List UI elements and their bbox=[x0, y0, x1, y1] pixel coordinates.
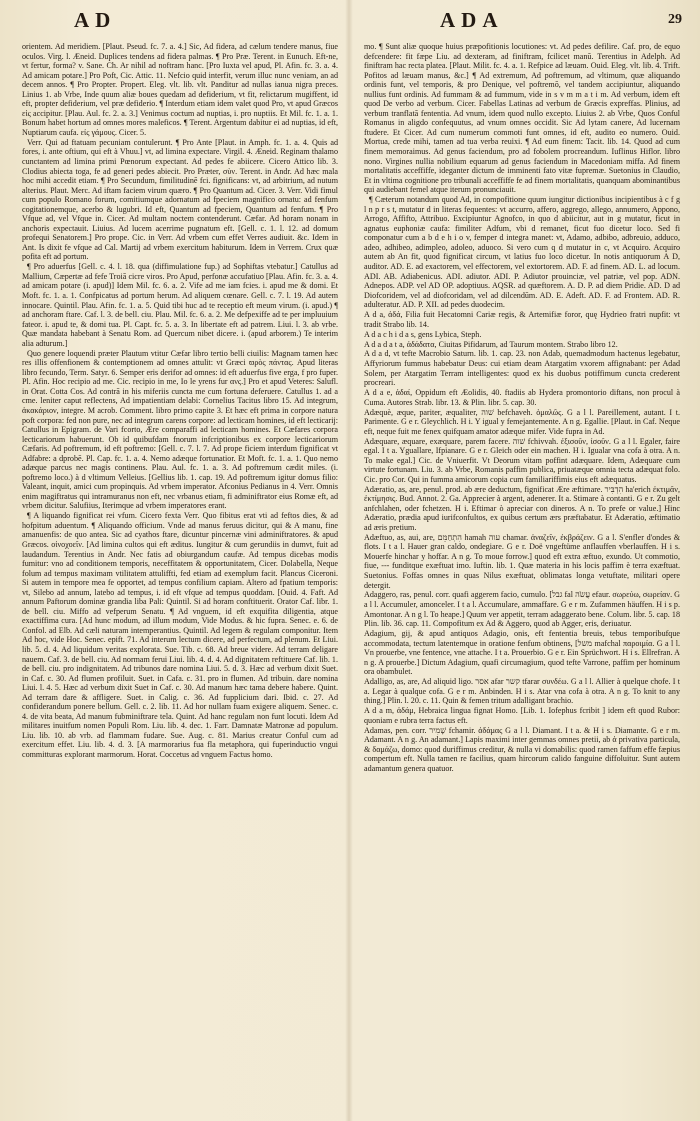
entry-adaeratio: Adæratio, as, are, penul. prod. ab ære deductum, fignificat Ære æftimare. הִדְבִּיר ha'erich ἐκτιμᾶν, ἐκτίμησις. Bud. Annot. 2. Ga. Apprecier à argent, adenerer. It a. Stimare à contanti. G e r. Zu gelt anfchlahen, oder fchetzen. H i. Eftimar ò apreciar con dineros. A n. To prefe or value.] Hinc Adæratio, prædia apud iurifconfultos, ex quibus certum ærs præftabatur. Et Adæratio, æftimatio ad æris pretium. bbox=[364, 484, 680, 532]
right-column bbox=[364, 42, 680, 1117]
entry-adaestuo: Adæftuo, as, aui, are, הִתְחַמֵּם hamah עוה chamar. ἀναζεῖν, ἐκβράζειν. G a l. S'enfler d'ondes & flots. I t a l. Hauer gran caldo, ondegiare. G e r. Doë vngeftüme anflauffen vberlauffen. H i s. Mouerfe hinchar y hoffar. A n g. To moue forrow.] quod eft extra æftuo, exundo. Ut commotio, fiue, --- funditque exæftuat imo. Iuftin. lib. 1. Quæ materia in his locis paffim è terra exæftuat. Suetonius. Foffas omnes in quas Nilus exæftuat, oblimatas longa vetuftate, militari opere detergit. bbox=[364, 532, 680, 590]
entry-adam: A d a m, ἀδάμ, Hebraica lingua fignat Homo. [Lib. 1. Iofephus fcribit ] idem eft quod Rubor: quoniam e rubra terra factus eft. bbox=[364, 706, 680, 725]
entry-ada: A d a, ἀδά, Filia fuit Hecatomni Cariæ regis, & Artemifiæ foror, quę Hydrieo fratri nupfit: vt tradit Strabo lib. 14. bbox=[364, 310, 680, 329]
entry-paragraph: orientem. Ad meridiem. [Plaut. Pseud. fc. 7. a. 4.] Sic, Ad fidera, ad cælum tendere manus, fiue oculos. Virg. l. Æneid. Duplices tendens ad fidera palmas. ¶ Pro Præ. Terent. in Eunuch. Eft-ne, vt fertur, forma? v. Sane. Ch. Ar nihil ad noftram hanc. [Pro Iuxta vel apud, Pl. Afin. fc. 3. a. 4. Ad amicam potare.] Pro Poft, Cic. Attic. 11. Nefcio quid interfit, verum illuc nunc veniam, an ad decem annos. ¶ Pro Propter. Propert. Eleg. vlt. lib. vlt. Panditur ad nullas ianua nigra preces. Linius 1. ab Vrbe, Inde quum aliæ boues quedam ad defiderium, vt fit, relictarum mugiffent, id eft, propter defiderium, vel præ defiderio. ¶ Interdum etiam idem valet quod Pro, vt apud Græcos εἰς accipitur. [Plau. Aul. fc. 2. a. 3.] Venimus coctum ad nuptias, i. pro nuptiis. Et Mil. fc. 1. a. 1. Bonum habet hortum ad omnes mores maleficos. ¶ Terent. Argentum dabitur ei ad nuptias, id eft, Nuptiarum caufa. εἰς γάμους. Cicer. 5. bbox=[22, 42, 338, 137]
entry-adaequare: Adæquare, æquare, exæquare, parem facere. שׁוה fchivvah. ἐξισοῦν, ἰσοῦν. G a l l. Egaler, faire egal. I t a. Yguallare, Ifpianare. G e r. Gleich oder ein machen. H i. Igualar vna cofa à otra. A n. To make egal.] Cic. de Vniuerfit. Vt Deorum vitam poffint adæquare. Idem, Adæquare cum virtute fortunam. Liu. 3. ab Vrbe, Romanis paffim publica, priuatæque omnia tecta adæquat folo. Cic. pro Cor. Qui in fumma amicorum copia cum familiariffimis eius eft adæquatus. bbox=[364, 436, 680, 484]
header-right-guide-word: ADA bbox=[440, 8, 504, 32]
left-column bbox=[22, 42, 338, 1117]
entry-adaeque: Adæquè, æque, pariter, æqualiter, שׁוה befchaveh. ὁμαλῶς. G a l l. Pareillement, autant. I t. Parimente. G e r. Gleychlich. H i. Y igual y femejantemente. A n g. Egallie. [Plaut. in Caf. Neque eft, neque fuit me fenex quifquam amator adæque mifer. Vide fupra in Ad. bbox=[364, 407, 680, 436]
entry-adalligo: Adalligo, as, are, Ad aliquid ligo. אסר afar קשר tfarar συνδέω. G a l l. Allier à quelque chofe. I t a. Legar à qualque cofa. G e r m. Anbinden. H i s. Atar vna cofa à otra. A n g. To knit to any thing.] Plin. l. 20. c. 11. Quin & femen tritum adalligant brachio. bbox=[364, 677, 680, 706]
entry-adagium: Adagium, gij, & apud antiquos Adagio, onis, eft fententia breuis, tebus temporibufque accommodata, tectum latentemque in oratione fenfum obtinens, [משל mafchal παροιμία. G a l l. Vn prouerbe, vne fentence, vne attache. I t a. Prouerbio. G e r. Ein Sprüchwort. H i s. Ellrefran. A n g. A prouerbe.] Dictum Adagium, quafi circumagium, quod tefte Varrone, paffim per hominum ora obambulet. bbox=[364, 629, 680, 677]
running-header bbox=[0, 8, 700, 34]
entry-adamas: Adamas, pen. corr. שָׁמִיר fchamir. ἀδάμας G a l l. Diamant. I t a. & H i s. Diamante. G e r m. Adamant. A n g. An adamant.] Lapis maximi inter gemmas omnes pretii, ab ἀ privativa particula, & δαμάζω, domo: quod duriffimus creditur, & nulla vi domabilis: quod ramen faffum effe fæpius compertum eft. Nulla tamen re facilius, quam hircorum calido fanguine diffoluitur. Sunt autem adamantum genera quatuor. bbox=[364, 725, 680, 773]
entry-adachidas: A d a c h i d a s, gens Lybica, Steph. bbox=[364, 329, 482, 339]
entry-paragraph: ¶ A liquando fignificat rei vfum. Cicero fexta Verr. Quo fibitus erat vti ad feftos dies, & ad hofpitum aduentum. ¶ Aliquando officium. Vnde ad manus feruus dicitur, qui & A manu, fine amanuenfis: de quo antea. Sic ad cyathos ftare, dicuntur pincernæ vini adminiftratores. & apud Græcos. οἰνοχοεῖν. [Ad limina cultos qui eft æditus. Iungitur & cum gerundiis in dumvt, fuit ad laudandum. Terentius in Andr. Nec fatis ad obiurgandum caufæ. Ad tempus dicebas modis fumitur: vno ad conditionem temporis, neceffitatem & opportunitatem, Cicer. Dolabella, Neque folum ad tempus maximam vtilitatem attuliffti, fed etiam ad exemplum facit. Plancus Ciceroni. Si autem in tempore mea fe opportet, ad tempus confilium capiam. Altero ad fpatium temporis: vt, Silebo ad annum, latebo ad tempus, i. id eft vfque ad tempus quoddam. [Ouid. 4. Faft. Ad annum Paftorum dominæ grandia liba Pali: Quintil. Si ad horam conftituerit. Orator Caf. libr. 1. de bell. ciu. Miffo ad vefperum Senatu. ¶ Ad vnguem, id eft exquifita diligentia, atque exactiffima cura. [Ad hunc modum, ad illum modum, Vide Modus. & hic fupra. Senec. e. 6. de Confol. ad Elb. Ad cæli naturam intemperantius. Quintil. Ad legem & regulam componitur. Item Ad hoc, vide Hoc. Senec. epift. 71. Ad interum lectum dicere, ad perfectum, ad plenum. Et Liui. lib. 5. d. 4. Ad liquidum veritas explorata. Sue. Tib. c. 68. Ad breue videre. Ad terram deligare nauem. Caf. 3. de bell. ciu. Ad normam ferui Liui. lib. 4. d. 4. Ad dignitatem reftituere Caf. lib. 1. de bell. ciu. pro indignitatem. Ad tribunos dare nomina Liui. 5. d. 3. Hæc ad verbum dixit Suet. in Caf. c. 30. Ad flumen profiluit. Suet. in Cafa. c. 31. pro in flumen. Ad tribuin. dare nomina Liui. l. 4. 5. Hæc ad verbum dixit Suet in Caf. c. 30. Ad manum hæc tama debere habere. Quint. Ad terram dare & affligere. Suet. in Calig. c. 36. Ad fupplicium dari. Ibid. c. 27. Ad confiderandum ponere bellum. Gell. c. 2. lib. 11. Ad hor nullam fuam exigere aliquem. Senec. c. 4. de vita beata, Ad manum fubminiftrare tela. Quint. Ad hanc regulam non funt locuti. Idem Ad militares inuitfum nomen Populi Rom. Liu. lib. 4. dec. 1. Farr. Damnatæ Matronæ ad populum. Liu. lib. 10. ab vrb. ad flammam fudare. Sue. Aug. c. 81. Marius creatur Conful cum ad exercitum effet. Liu. lib. 4. d. 3. [A marmorarius fua fla metaphora, qui fuperinductio vngui committuras explorant marmorum. Horat. Coccetus ad vnguem Factus homo. bbox=[22, 511, 338, 760]
page-number: 29 bbox=[668, 12, 682, 27]
entry-adadata: A d a d a t a, ἀδάδατα, Ciuitas Pifidarum, ad Taurum montem. Strabo libro 12. bbox=[364, 339, 618, 349]
entry-paragraph: mo. ¶ Sunt aliæ quoque huius præpofitionis locutiones: vt. Ad pedes defilire. Caf. pro, de equo defcendere: fit fæpe Liu. ad dexteram, ad finiftram, fcilicet manū. Terentius in Adelph. Ad finiftram hac recta platea. [Plaut. Milit. fc. 4. a. 1. Refpice ad læuam. Ouid. Eleg. vlt. lib. 4. Trift. Pofitos ad læuam manus, &c.] ¶ Ad extremum, Ad poftremum, ad vltimum, quæ aliquando ordinis funt, vel temporis, & pro Denique, vel poftremō, vel tandem accipiuntur, aliquando nullius funt ordinis. Ad fummam & ad fummum, vide in s v m m a t i m. Ad verbum, idem eft quod De verbo ad verbum. Cicer. Fabellas Latinas ad verbum de Græcis expreffas. Plinius, ad verbum tranflatā fententia. Ad vnum, idem quod nullo excepto. Liuius 2. ab Vrbe, Quos Conful Romanus in aligdo confequutus, ad vnum omnes occidit. Sic Ad lytam canere, Ad lucernam ftudere. Et Cicer. Ad cum numerum commoti funt omnes, id eft, audito eo numero. Ouid. Mortua, crede mihi, tamen ad tua verba reuixi. ¶ Ad eum finem: Tacit. lib. 14. Quod ad cum finem memoraimus. Ad genus faciendum, pro ad fobolem procreandum. Iuflinus Hiflor. libro nono. Virgines nullia nobilium equarum ad genus faciendum in Macedoniam miffa. Ad finem mortalitatis acceffiffe, ideganter dictum de imminenti fato vitæ fupremæ. Suetonius in Claudio, Et in vltima cognitione pro tribunali acceffiffe fe ad finem mortalitatis, quanquam abominantibus qui audiebant femel atque iterum pronunciauit. bbox=[364, 42, 680, 195]
entry-paragraph: ¶ Pro aduerfus [Gell. c. 4. l. 18. qua (diffimulatione fup.) ad Sophiftas vtebatur.] Catullus ad Mallium, Cæpertæ ad fefe Troiā cicre viros. Pro Apud, perfonæ accufatiuo [Plau. Afin. fc. 3. a. 4. ad amicam potare (i. apud)] Idem Mil. fc. 6. a. 2. Vife ad me iam fcies. i. apud me & domi. Et Moft. fc. 1. a. 1. Confpicatus ad portum herum. Ad aliquem cœnare. Gell. c. 7. l. 19. Ad autem innocare. Quintil. Plau. Afin. fc. 1. a. 5. Quid tibi huc ad te receptio eft meum virum. (i. apud.) ¶ ad anchoram ftare. Caf. l. 3. de bell. ciu. Plau. Mil. fc. 6. a. 2. Me defpexiffe ad te per impluuium fateor. i. apud te, & domi tua. Pl. Capt. fc. 5. a. 3. In libertate eft ad patrem. Liui. l. 3. ab vrbe. Quæ mandata habebant à Senatu Rom. ad Quercum nibet dicere. i. (apud arborem.) Te interim alia adturum.] bbox=[22, 262, 338, 348]
entry-adad: A d a d, vt tefte Macrobio Saturn. lib. 1. cap. 23. non Adab, quemadmodum hactenus legebatur, Affyriorum fummus habebatur Deus: cui etiam deam Atargatim vxorem affignabant: per Adad Solem, per Atargatim Terram intelligentes: quod ex his duobus potiffimum cuncta crederent procreari. bbox=[364, 349, 680, 388]
header-left-guide-word: AD bbox=[74, 8, 117, 32]
entry-paragraph: ¶ Cæterum notandum quod Ad, in compofitione quum iungitur dictionibus incipientibus à c f g l n p r s t, mutatur d in literas fequentes: vt accurro, affero, aggrego, allego, annumero, Appono, Arrogo, Affifto, Attribuo. Excipiuntur Agnofco, in quo d abiicitur, aut in g mutatur, ficut in agnatus euphoniæ caufa: fimiliter Adfum, vbi d remanet, ficut fuo dicetur loco. Sed fi componatur cum a b d e h i o v, femper d integra manet: vt, Adamo, adbibo, adbreuio, adduco, adeo, adhibeo, adimpleo, adoleo, aduoco. Si vero cum q d mutatur in c, vt Acquiro. Acquiro autem ab An fit, quod fignificat circum, vt latius fuo loco dicetur. In notis antiquorum A D, auditor. AD. E. ad exactorem, vel effectorem, vel extortorem. AD. F. ad finem. AD. L. ad locum. ADI. AB. Adiabenicus. ADI. adiutor. ADI. P. Adiutor prouinciæ, vel patriæ, vel pop. ADN. Adnepos. ADP. vel AD OP. adoptiuus. AQSR. ad quæftorem. A. D. P. ad diem Pridie. AD. D ad Diofcoridem, vel ad diofcoridam, vel ad dilcendūm. AD. E. Adeft. AD. F. ad Frontem. AD. R. adulteratur. AD. P. XII. ad pedes duodecim. bbox=[364, 195, 680, 310]
entry-paragraph: Verr. Qui ad ftatuam pecuniam contulerunt. ¶ Pro Ante [Plaut. in Amph. fc. 1. a. 4. Quis ad fores, i. ante oftium, qui eft à Vhuu.] vt, ad limina expectare. Virgil. 4. Æneid. Reginam thalamo cunctantem ad limina primi Pœnorum expectant. Ad pedes fe abiicere. Cicero Attico lib. 3. Clodius abiecta toga, fe ad generi pedes abiecit. Pro Præter, σὺν. Terent. in Andr. Ad hæc mala hoc mihi accedit etiam. ¶ Pro Secundum, fimilitudinē fci. fignificans: vt, ad arbitrium, ad nutum alterius. Plaut. Merc. Ad iftam faciem virum quæro. ¶ Pro Quantum ad. Cicer. 3. Verr. Vidi fimul cum populo Romano forum, comitiumque adornatum ad fpeciem magnifico ornatu: ad fenfum cogitationemque, acerbo & lugubri. Id eft, Quantum ad fpeciem, Quantum ad fenfum. ¶ Pro Vfque ad, vel Vfque in. Cicer. Ad multam noctem contenderunt. Cæfar. Ad horam nonam in anchoris expectauit. Liuius. Ad lucem acerrime pugnatum eft. [Gell. c. 1. l. 12. ad domum profequi Senatorem.] Pro prope. Cic. in Verr. Ad vrbem cum effet Verres audiuit. &c. Idem in Ant. Is dixit fe vfque ad Cal. Martij ad vrbem exercitum habiturum. Idem in Verrem. Crux quæ pofita eft ad portum. bbox=[22, 137, 338, 262]
entry-adae: A d a e, ἀδαί, Oppidum eft Æolidis, 40. ftadiis ab Hydera promontorio diftans, non procul à Cuma. Autores Strab. libr. 13. & Plin. libr. 5. cap. 30. bbox=[364, 388, 680, 407]
entry-paragraph: Quo genere loquendi præter Plautum vtitur Cæfar libro tertio belli ciuilis: Magnam tamen hæc res illis offenfionem & contemptionem ad omnes attulit: vt Græci ϖρὸς πάντας. Apud literas libro fecundo, Term. Satyr. 6. Semper eris derifor ad omnes: id eft aduerfus five erga, f pro fuper. Pl. Afin. Hoc recipio ad me. Cic. recipio in me, Io le yrens fur ανς.] Pro et apud Veteres: Salufl. in Orat. Cotta Cos. Ad contrā in his miferiis cuncta me cum fortuna deferuere. Catullus 1. ad a cme. leniter caput reflectens, Ad impatientiam delabi: Cornelius Tacitus libro 15. Ad integrum, ἀκακάριον, integre. M acrob. Comment. libro primo capite 3. Et hæc eft prima in corpore natura poft corpora: fed non pure, nec ad integrum carens corpore: ad lecticam homines, id eft lecticarij: Catullus in Epigram. de Vari fcorto, Ære comparaffi ad lecticam homines. Et Cæfares corpora lecticariorum habuerunt. Ob id quibufdam fnorum infcriptionibus ex corpore lecticariorum Cæfaris. Ad poftremum, id eft poftremo: [Gell. c. 7. l. 7. Ad prope ficiem interdum fignificat vt Adfabre: a dprobē. Pl. Cap. fc. 1. a. 4. Nemo adæque fortunatior. Et Moft. fc. 1. a. 1. Quo nemo adæque parcus nec magis continens. Plau. Aul. fc. 1. a. 3. Ad poftremum cædit miles. (i. poftremo loco.) à d vltimum Velleius. [Gellius lib. 1. cap. 19. Ad poftremum igitur domus filio: Valeant, inquit, amici cum propinquis. Ad vrbem imperator. Afconius Pedianus in 4. Verr. Omnis enim magiftratus qui intramuranus non eft, nec vrbanus etiam, fi adminiftrator eius Romæ eft, ad vrbem dicitur. Salufiius, Iterimque ad vrbem imperatores erant. bbox=[22, 348, 338, 511]
page-gutter bbox=[345, 0, 353, 1121]
entry-adaggero: Adaggero, ras, penul. corr. quafi aggerem facio, cumulo. [גבל fal עֲשֹׂה efaur. σωρεύω, σωρείαν. G a l l. Accumuler, amonceler. I t a l. Accumulare, ammaffare. G e r m. Zufammen häuffen. H i s p. Amontonar. A n g l. To heape.] Quum ver appetit, terram adaggerato bene. Colum. libr. 5. cap. 18 Plin. lib. 36. cap. 11. Compofitum ex Ad & Aggero, quod ab Agger, eris, deriuatur. bbox=[364, 590, 680, 629]
